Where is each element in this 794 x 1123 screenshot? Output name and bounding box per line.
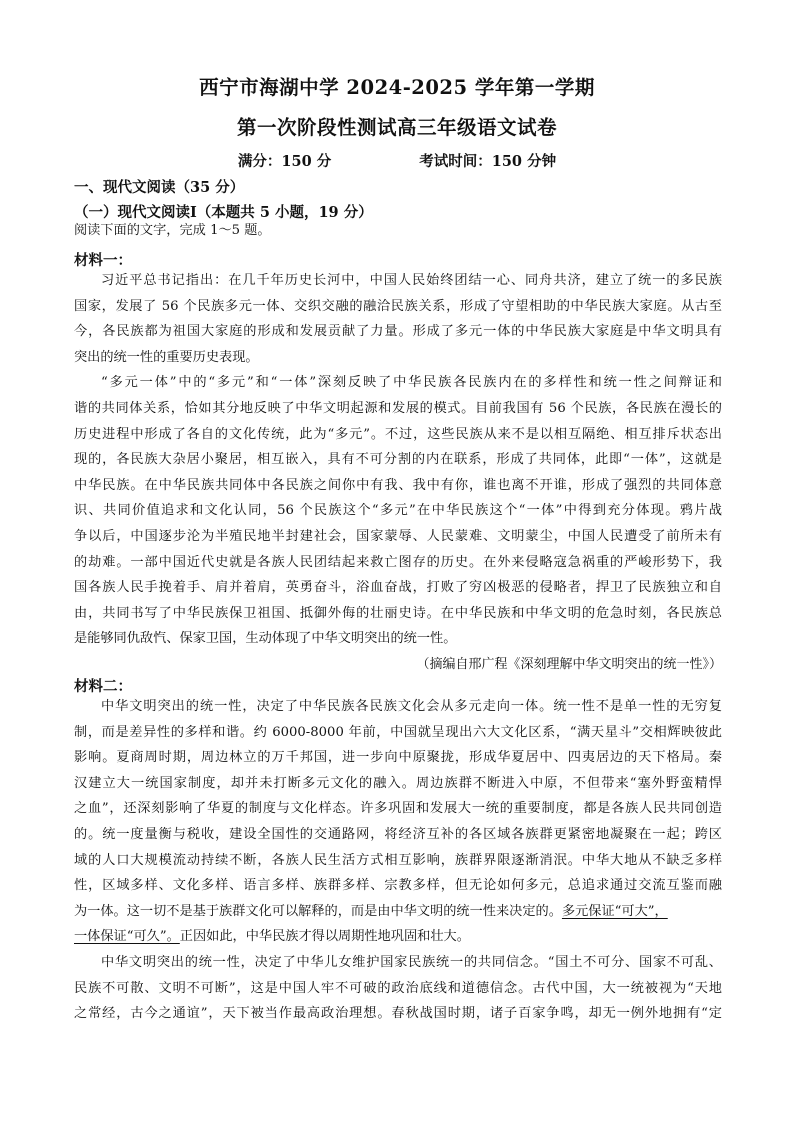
section-heading: 一、现代文阅读（35 分） xyxy=(74,179,245,196)
material2-body xyxy=(74,694,722,1027)
text-line: 之血”，还深刻影响了华夏的制度与文化样态。许多巩固和发展大一统的重要制度，都是各族人民共同创造 xyxy=(74,801,722,817)
text-line: 由，共同书写了中华民族保卫祖国、抵御外侮的壮丽史诗。在中华民族和中华文明的危急时刻，各民族总 xyxy=(74,605,722,621)
text-line: “多元一体”中的“多元”和“一体”深刻反映了中华民族各民族内在的多样性和统一性之间辩证和 xyxy=(101,375,722,391)
text-line: 之常经，古今之通谊”，天下被当作最高政治理想。春秋战国时期，诸子百家争鸣，却无一例外地拥有“定 xyxy=(74,1006,722,1022)
material1-source: （摘编自邢广程《深刻理解中华文明突出的统一性》） xyxy=(416,656,722,672)
text-line: 的劫难。一部中国近代史就是各族人民团结起来救亡图存的历史。在外来侵略寇急祸重的严峻形势下，我 xyxy=(74,554,722,570)
text-line: 突出的统一性的重要历史表现。 xyxy=(74,349,259,365)
text-segment: 为一体。这一切不是基于族群文化可以解释的，而是由中华文明的统一性来决定的。 xyxy=(74,903,562,919)
text-line: 争以后，中国逐步沦为半殖民地半封建社会，国家蒙辱、人民蒙难、文明蒙尘，中国人民遭受了前所未有 xyxy=(74,528,722,544)
exam-time: 考试时间：150 分钟 xyxy=(419,153,557,170)
sub-section-heading: （一）现代文阅读Ⅰ（本题共 5 小题，19 分） xyxy=(74,204,373,221)
text-line: 民族不可散、文明不可断”，这是中国人牢不可破的政治底线和道德信念。古代中国，大一统被视为“天地 xyxy=(74,980,722,996)
text-line: 习近平总书记指出：在几千年历史长河中，中国人民始终团结一心、同舟共济，建立了统一的多民族 xyxy=(101,273,722,288)
text-line: 汉建立大一统国家制度，却并未打断多元文化的融入。周边族群不断进入中原，不但带来“塞外野蛮精悍 xyxy=(74,775,722,791)
text-line: 今，各民族都为祖国大家庭的形成和发展贡献了力量。形成了多元一体的中华民族大家庭是中华文明具有 xyxy=(74,324,722,340)
text-line xyxy=(74,924,722,950)
text-line: 谐的共同体关系，恰如其分地反映了中华文明起源和发展的模式。目前我国有 56 个民族，各民族在漫长的 xyxy=(74,400,722,416)
text-line: 中华民族。在中华民族共同体中各民族之间你中有我、我中有你，谁也离不开谁，形成了强烈的共同体意 xyxy=(74,477,722,493)
text-line: 国各族人民手挽着手、肩并着肩，英勇奋斗，浴血奋战，打败了穷凶极恶的侵略者，捍卫了民族独立和自 xyxy=(74,580,722,596)
exam-title-line2: 第一次阶段性测试高三年级语文试卷 xyxy=(236,116,557,139)
text-line: 中华文明突出的统一性，决定了中华民族各民族文化会从多元走向一体。统一性不是单一性的无穷复 xyxy=(101,699,722,714)
text-line: 中华文明突出的统一性，决定了中华儿女维护国家民族统一的共同信念。“国土不可分、国家不可乱、 xyxy=(101,954,722,970)
underlined-phrase-end: 一体保证“可久”。 xyxy=(74,929,180,945)
full-score: 满分：150 分 xyxy=(237,153,332,170)
exam-meta xyxy=(0,150,794,171)
text-line: 国家，发展了 56 个民族多元一体、交织交融的融洽民族关系，形成了守望相助的中华民族大家庭。从古至 xyxy=(74,298,722,314)
text-line: 历史进程中形成了各自的文化传统，此为“多元”。不过，这些民族从来不是以相互隔绝、相互排斥状态出 xyxy=(74,426,722,442)
material1-body xyxy=(74,268,722,678)
text-line: 是能够同仇敌忾、保家卫国，生动体现了中华文明突出的统一性。 xyxy=(74,631,457,647)
instruction xyxy=(74,218,722,244)
material1-label: 材料一： xyxy=(74,252,132,269)
material2-label: 材料二： xyxy=(74,678,132,695)
text-line: 的。统一度量衡与税收，建设全国性的交通路网，将经济互补的各区域各族群更紧密地凝聚在一起；跨区 xyxy=(74,826,722,842)
text-line: 域的人口大规模流动持续不断，各族人民生活方式相互影响，族群界限逐渐消泯。中华大地从不缺乏多样 xyxy=(74,852,722,868)
underlined-phrase: 多元保证“可大”， xyxy=(561,903,668,919)
exam-title-line1: 西宁市海湖中学 2024-2025 学年第一学期 xyxy=(199,76,595,99)
text-line: 制，而是差异性的多样和谐。约 6000-8000 年前，中国就呈现出六大文化区系，“满天星斗”交相辉映彼此 xyxy=(74,724,722,740)
text-segment: 正因如此，中华民族才得以周期性地巩固和壮大。 xyxy=(179,929,470,945)
text-line: 现的，各民族大杂居小聚居，相互嵌入，具有不可分割的内在联系，形成了共同体，此即“一体”，这就是 xyxy=(74,452,722,468)
text-line: 影响。夏商周时期，周边林立的万千邦国，进一步向中原聚拢，形成华夏居中、四夷居边的天下格局。秦 xyxy=(74,750,722,766)
text-line: 性，区域多样、文化多样、语言多样、族群多样、宗教多样，但无论如何多元，总追求通过交流互鉴而融 xyxy=(74,878,722,894)
text-line xyxy=(74,899,722,925)
text-line: 识、共同价值追求和文化认同，56 个民族这个“多元”在中华民族这个“一体”中得到充分体现。鸦片战 xyxy=(74,503,722,519)
instruction-text: 阅读下面的文字，完成 1～5 题。 xyxy=(74,223,271,238)
